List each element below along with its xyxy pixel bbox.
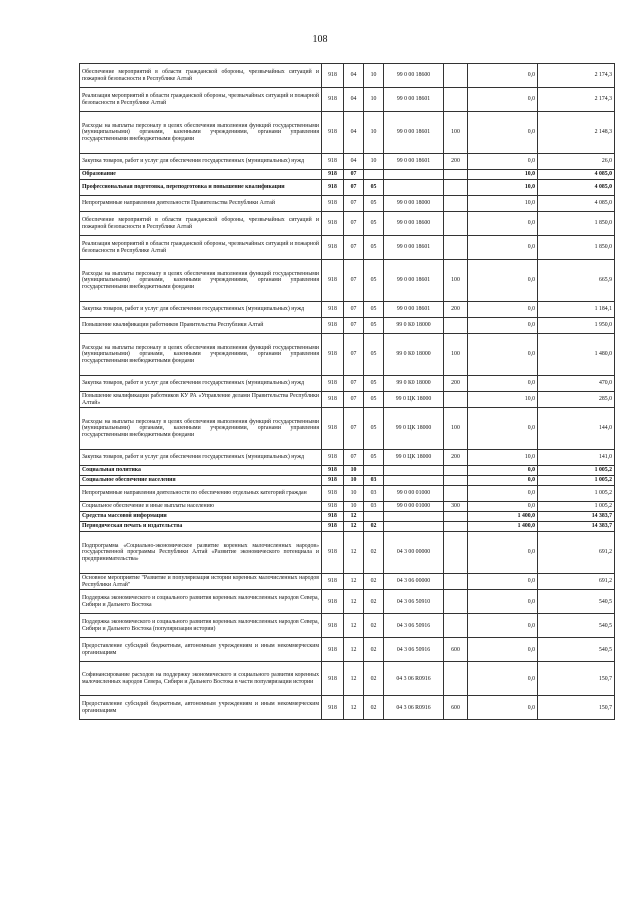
row-subsection-code: 05 xyxy=(364,260,384,302)
row-amount-1: 0,0 xyxy=(468,88,538,112)
row-target-code: 99 0 00 01000 xyxy=(384,486,444,502)
row-expense-type-code: 200 xyxy=(444,302,468,318)
row-ved-code: 918 xyxy=(322,334,344,376)
row-subsection-code: 10 xyxy=(364,112,384,154)
row-amount-2: 1 850,0 xyxy=(538,236,615,260)
row-section-code: 07 xyxy=(344,260,364,302)
row-section-code: 04 xyxy=(344,112,364,154)
row-amount-1: 0,0 xyxy=(468,64,538,88)
row-name: Расходы на выплаты персоналу в целях обеспечения выполнения функций государственными (муниципальными) органами, казенными учреждениями, органами управления государственными внебюджетными фондами xyxy=(80,112,322,154)
row-ved-code: 918 xyxy=(322,302,344,318)
row-name: Непрограммные направления деятельности Правительства Республики Алтай xyxy=(80,196,322,212)
row-amount-2: 1 950,0 xyxy=(538,318,615,334)
row-amount-1: 0,0 xyxy=(468,408,538,450)
row-amount-1: 10,0 xyxy=(468,450,538,466)
row-target-code: 99 0 00 18600 xyxy=(384,64,444,88)
row-ved-code: 918 xyxy=(322,170,344,180)
row-subsection-code: 05 xyxy=(364,196,384,212)
row-target-code: 99 0 00 18601 xyxy=(384,112,444,154)
row-ved-code: 918 xyxy=(322,522,344,532)
row-amount-1: 0,0 xyxy=(468,260,538,302)
row-name: Повышение квалификации работников КУ РА «Управление делами Правительства Республики Алтай» xyxy=(80,392,322,408)
row-ved-code: 918 xyxy=(322,638,344,662)
table-row xyxy=(80,574,615,590)
row-section-code: 04 xyxy=(344,154,364,170)
table-row xyxy=(80,196,615,212)
row-section-code: 07 xyxy=(344,170,364,180)
row-amount-1: 0,0 xyxy=(468,112,538,154)
row-subsection-code: 05 xyxy=(364,318,384,334)
row-amount-2: 691,2 xyxy=(538,574,615,590)
row-subsection-code: 05 xyxy=(364,392,384,408)
row-name: Софинансирование расходов на поддержку экономического и социального развития коренных малочисленных народов Севера, Сибири и Дальнего Востока в части популяризации истории xyxy=(80,662,322,696)
row-amount-1: 10,0 xyxy=(468,180,538,196)
row-section-code: 07 xyxy=(344,408,364,450)
row-target-code xyxy=(384,170,444,180)
row-section-code: 04 xyxy=(344,64,364,88)
table-row xyxy=(80,318,615,334)
row-name: Социальное обеспечение и иные выплаты населению xyxy=(80,502,322,512)
row-section-code: 07 xyxy=(344,334,364,376)
row-target-code: 04 3 06 50910 xyxy=(384,590,444,614)
row-amount-2: 150,7 xyxy=(538,662,615,696)
row-name: Образование xyxy=(80,170,322,180)
row-name: Реализация мероприятий в области гражданской обороны, чрезвычайных ситуаций и пожарной безопасности в Республике Алтай xyxy=(80,236,322,260)
row-amount-1: 0,0 xyxy=(468,302,538,318)
row-ved-code: 918 xyxy=(322,64,344,88)
table-row xyxy=(80,334,615,376)
row-ved-code: 918 xyxy=(322,696,344,720)
row-amount-2: 285,0 xyxy=(538,392,615,408)
row-expense-type-code xyxy=(444,512,468,522)
row-subsection-code: 02 xyxy=(364,522,384,532)
table-row xyxy=(80,154,615,170)
row-expense-type-code: 100 xyxy=(444,112,468,154)
row-expense-type-code: 300 xyxy=(444,502,468,512)
row-ved-code: 918 xyxy=(322,88,344,112)
row-amount-2: 2 174,3 xyxy=(538,88,615,112)
row-target-code: 04 3 06 50916 xyxy=(384,638,444,662)
row-section-code: 07 xyxy=(344,318,364,334)
row-ved-code: 918 xyxy=(322,318,344,334)
row-ved-code: 918 xyxy=(322,154,344,170)
row-expense-type-code: 100 xyxy=(444,408,468,450)
row-expense-type-code xyxy=(444,574,468,590)
row-ved-code: 918 xyxy=(322,512,344,522)
row-amount-1: 0,0 xyxy=(468,486,538,502)
row-ved-code: 918 xyxy=(322,532,344,574)
row-ved-code: 918 xyxy=(322,502,344,512)
row-amount-2: 540,5 xyxy=(538,638,615,662)
row-expense-type-code xyxy=(444,180,468,196)
row-amount-1: 0,0 xyxy=(468,574,538,590)
row-target-code: 04 3 06 50916 xyxy=(384,614,444,638)
row-subsection-code: 05 xyxy=(364,408,384,450)
table-row xyxy=(80,638,615,662)
row-amount-1: 10,0 xyxy=(468,170,538,180)
row-amount-1: 0,0 xyxy=(468,212,538,236)
row-section-code: 07 xyxy=(344,212,364,236)
row-amount-2: 665,9 xyxy=(538,260,615,302)
row-expense-type-code xyxy=(444,212,468,236)
row-target-code: 99 0 К0 18000 xyxy=(384,376,444,392)
row-expense-type-code xyxy=(444,662,468,696)
row-name: Основное мероприятие "Развитие и популяризация истории коренных малочисленных народов Республики Алтай" xyxy=(80,574,322,590)
row-expense-type-code xyxy=(444,532,468,574)
row-amount-2: 1 005,2 xyxy=(538,476,615,486)
row-section-code: 12 xyxy=(344,512,364,522)
row-amount-1: 0,0 xyxy=(468,502,538,512)
row-amount-2: 470,0 xyxy=(538,376,615,392)
row-section-code: 10 xyxy=(344,466,364,476)
row-amount-2: 14 383,7 xyxy=(538,522,615,532)
row-target-code xyxy=(384,180,444,196)
row-expense-type-code xyxy=(444,522,468,532)
row-name: Периодическая печать и издательства xyxy=(80,522,322,532)
row-section-code: 12 xyxy=(344,532,364,574)
row-ved-code: 918 xyxy=(322,112,344,154)
row-name: Расходы на выплаты персоналу в целях обеспечения выполнения функций государственными (муниципальными) органами, казенными учреждениями, органами управления государственными внебюджетными фондами xyxy=(80,408,322,450)
row-subsection-code: 05 xyxy=(364,450,384,466)
row-expense-type-code xyxy=(444,170,468,180)
row-expense-type-code: 600 xyxy=(444,696,468,720)
row-target-code: 99 0 00 18601 xyxy=(384,88,444,112)
row-amount-1: 10,0 xyxy=(468,196,538,212)
row-expense-type-code: 600 xyxy=(444,638,468,662)
row-expense-type-code xyxy=(444,318,468,334)
table-row xyxy=(80,408,615,450)
row-name: Закупка товаров, работ и услуг для обеспечения государственных (муниципальных) нужд xyxy=(80,154,322,170)
row-expense-type-code: 200 xyxy=(444,154,468,170)
row-ved-code: 918 xyxy=(322,392,344,408)
row-amount-2: 150,7 xyxy=(538,696,615,720)
row-amount-1: 1 400,0 xyxy=(468,512,538,522)
row-amount-1: 1 400,0 xyxy=(468,522,538,532)
page-number: 108 xyxy=(312,34,328,45)
table-row xyxy=(80,450,615,466)
row-target-code: 04 3 06 R0916 xyxy=(384,696,444,720)
row-name: Повышение квалификации работников Правительства Республики Алтай xyxy=(80,318,322,334)
table-row xyxy=(80,88,615,112)
row-amount-2: 141,0 xyxy=(538,450,615,466)
row-subsection-code: 05 xyxy=(364,212,384,236)
row-section-code: 10 xyxy=(344,476,364,486)
table-row xyxy=(80,376,615,392)
row-subsection-code: 02 xyxy=(364,532,384,574)
row-amount-2: 26,0 xyxy=(538,154,615,170)
row-amount-1: 0,0 xyxy=(468,662,538,696)
row-subsection-code: 10 xyxy=(364,88,384,112)
budget-table xyxy=(79,63,615,720)
row-name: Поддержка экономического и социального развития коренных малочисленных народов Севера, Сибири и Дальнего Востока xyxy=(80,590,322,614)
row-subsection-code: 03 xyxy=(364,486,384,502)
row-expense-type-code: 200 xyxy=(444,376,468,392)
row-target-code: 99 0 00 18601 xyxy=(384,260,444,302)
row-ved-code: 918 xyxy=(322,260,344,302)
row-ved-code: 918 xyxy=(322,196,344,212)
row-name: Реализация мероприятий в области гражданской обороны, чрезвычайных ситуаций и пожарной безопасности в Республике Алтай xyxy=(80,88,322,112)
row-subsection-code: 02 xyxy=(364,638,384,662)
row-expense-type-code xyxy=(444,64,468,88)
row-target-code: 99 0 00 18601 xyxy=(384,154,444,170)
table-row xyxy=(80,170,615,180)
row-subsection-code: 10 xyxy=(364,154,384,170)
row-section-code: 04 xyxy=(344,88,364,112)
row-subsection-code xyxy=(364,170,384,180)
row-ved-code: 918 xyxy=(322,212,344,236)
row-expense-type-code xyxy=(444,236,468,260)
row-ved-code: 918 xyxy=(322,450,344,466)
table-row xyxy=(80,486,615,502)
row-name: Поддержка экономического и социального развития коренных малочисленных народов Севера, Сибири и Дальнего Востока (популяризация истории) xyxy=(80,614,322,638)
row-subsection-code: 05 xyxy=(364,180,384,196)
row-ved-code: 918 xyxy=(322,236,344,260)
row-amount-2: 4 085,0 xyxy=(538,170,615,180)
table-row xyxy=(80,522,615,532)
row-section-code: 07 xyxy=(344,196,364,212)
row-target-code: 99 0 00 18601 xyxy=(384,236,444,260)
row-name: Обеспечение мероприятий в области гражданской обороны, чрезвычайных ситуаций и пожарной безопасности в Республике Алтай xyxy=(80,64,322,88)
row-section-code: 07 xyxy=(344,450,364,466)
row-expense-type-code xyxy=(444,466,468,476)
row-section-code: 07 xyxy=(344,236,364,260)
row-subsection-code: 02 xyxy=(364,696,384,720)
table-row xyxy=(80,662,615,696)
row-section-code: 07 xyxy=(344,302,364,318)
row-subsection-code: 10 xyxy=(364,64,384,88)
row-ved-code: 918 xyxy=(322,574,344,590)
row-subsection-code: 02 xyxy=(364,662,384,696)
row-subsection-code: 05 xyxy=(364,236,384,260)
row-expense-type-code xyxy=(444,486,468,502)
row-amount-2: 1 005,2 xyxy=(538,486,615,502)
row-amount-1: 0,0 xyxy=(468,318,538,334)
row-name: Предоставление субсидий бюджетным, автономным учреждениям и иным некоммерческим организациям xyxy=(80,696,322,720)
row-expense-type-code: 100 xyxy=(444,260,468,302)
row-ved-code: 918 xyxy=(322,466,344,476)
table-row xyxy=(80,476,615,486)
table-row xyxy=(80,614,615,638)
row-target-code: 99 0 ЦК 18000 xyxy=(384,450,444,466)
row-target-code: 99 0 ЦК 18000 xyxy=(384,392,444,408)
row-expense-type-code: 100 xyxy=(444,334,468,376)
row-name: Предоставление субсидий бюджетным, автономным учреждениям и иным некоммерческим организациям xyxy=(80,638,322,662)
row-subsection-code: 02 xyxy=(364,574,384,590)
row-expense-type-code xyxy=(444,88,468,112)
table-row xyxy=(80,590,615,614)
row-ved-code: 918 xyxy=(322,662,344,696)
row-ved-code: 918 xyxy=(322,376,344,392)
row-name: Профессиональная подготовка, переподготовка и повышение квалификации xyxy=(80,180,322,196)
row-amount-2: 4 085,0 xyxy=(538,196,615,212)
table-row xyxy=(80,532,615,574)
row-target-code xyxy=(384,466,444,476)
row-name: Непрограммные направления деятельности по обеспечению отдельных категорий граждан xyxy=(80,486,322,502)
row-target-code: 99 0 00 01000 xyxy=(384,502,444,512)
row-amount-1: 0,0 xyxy=(468,696,538,720)
row-amount-2: 1 005,2 xyxy=(538,466,615,476)
table-row xyxy=(80,236,615,260)
row-section-code: 07 xyxy=(344,392,364,408)
row-section-code: 07 xyxy=(344,180,364,196)
row-amount-2: 1 850,0 xyxy=(538,212,615,236)
row-amount-1: 0,0 xyxy=(468,476,538,486)
row-name: Обеспечение мероприятий в области гражданской обороны, чрезвычайных ситуаций и пожарной безопасности в Республике Алтай xyxy=(80,212,322,236)
row-amount-2: 1 184,1 xyxy=(538,302,615,318)
row-target-code: 99 0 00 18600 xyxy=(384,212,444,236)
table-row xyxy=(80,302,615,318)
row-subsection-code: 02 xyxy=(364,590,384,614)
row-section-code: 12 xyxy=(344,574,364,590)
row-subsection-code: 03 xyxy=(364,476,384,486)
row-name: Закупка товаров, работ и услуг для обеспечения государственных (муниципальных) нужд xyxy=(80,302,322,318)
table-row xyxy=(80,512,615,522)
row-ved-code: 918 xyxy=(322,180,344,196)
row-target-code: 04 3 06 R0916 xyxy=(384,662,444,696)
row-expense-type-code xyxy=(444,614,468,638)
row-amount-1: 0,0 xyxy=(468,334,538,376)
row-amount-1: 0,0 xyxy=(468,532,538,574)
row-name: Средства массовой информации xyxy=(80,512,322,522)
row-target-code xyxy=(384,512,444,522)
row-subsection-code: 05 xyxy=(364,376,384,392)
row-section-code: 07 xyxy=(344,376,364,392)
row-section-code: 12 xyxy=(344,522,364,532)
row-amount-2: 540,5 xyxy=(538,590,615,614)
row-amount-1: 0,0 xyxy=(468,638,538,662)
row-target-code: 99 0 00 18601 xyxy=(384,302,444,318)
table-row xyxy=(80,392,615,408)
row-ved-code: 918 xyxy=(322,486,344,502)
row-target-code: 99 0 ЦК 18000 xyxy=(384,408,444,450)
row-target-code: 99 0 К0 18000 xyxy=(384,318,444,334)
row-target-code xyxy=(384,522,444,532)
row-amount-2: 1 005,2 xyxy=(538,502,615,512)
row-target-code: 04 3 00 00000 xyxy=(384,532,444,574)
row-ved-code: 918 xyxy=(322,590,344,614)
row-name: Подпрограмма «Социально-экономическое развитие коренных малочисленных народов» государственной программы Республики Алтай «Развитие экономического потенциала и предпринимательства» xyxy=(80,532,322,574)
row-amount-1: 0,0 xyxy=(468,376,538,392)
row-amount-1: 0,0 xyxy=(468,466,538,476)
row-section-code: 12 xyxy=(344,590,364,614)
row-amount-2: 1 480,0 xyxy=(538,334,615,376)
row-section-code: 10 xyxy=(344,486,364,502)
row-name: Расходы на выплаты персоналу в целях обеспечения выполнения функций государственными (муниципальными) органами, казенными учреждениями, органами управления государственными внебюджетными фондами xyxy=(80,260,322,302)
row-subsection-code: 05 xyxy=(364,334,384,376)
row-target-code: 99 0 К0 18000 xyxy=(384,334,444,376)
table-row xyxy=(80,180,615,196)
table-row xyxy=(80,466,615,476)
row-amount-2: 2 174,3 xyxy=(538,64,615,88)
row-amount-1: 0,0 xyxy=(468,590,538,614)
row-name: Закупка товаров, работ и услуг для обеспечения государственных (муниципальных) нужд xyxy=(80,376,322,392)
table-row xyxy=(80,696,615,720)
row-ved-code: 918 xyxy=(322,476,344,486)
table-row xyxy=(80,64,615,88)
row-amount-2: 14 383,7 xyxy=(538,512,615,522)
row-expense-type-code xyxy=(444,392,468,408)
row-subsection-code: 03 xyxy=(364,502,384,512)
table-row xyxy=(80,112,615,154)
row-subsection-code xyxy=(364,466,384,476)
row-amount-1: 0,0 xyxy=(468,614,538,638)
row-subsection-code: 02 xyxy=(364,614,384,638)
row-name: Расходы на выплаты персоналу в целях обеспечения выполнения функций государственными (муниципальными) органами, казенными учреждениями, органами управления государственными внебюджетными фондами xyxy=(80,334,322,376)
row-amount-2: 540,5 xyxy=(538,614,615,638)
row-amount-1: 0,0 xyxy=(468,236,538,260)
row-section-code: 12 xyxy=(344,614,364,638)
row-name: Социальная политика xyxy=(80,466,322,476)
row-amount-1: 10,0 xyxy=(468,392,538,408)
row-expense-type-code xyxy=(444,476,468,486)
row-amount-1: 0,0 xyxy=(468,154,538,170)
row-name: Закупка товаров, работ и услуг для обеспечения государственных (муниципальных) нужд xyxy=(80,450,322,466)
row-subsection-code: 05 xyxy=(364,302,384,318)
row-name: Социальное обеспечение населения xyxy=(80,476,322,486)
row-section-code: 12 xyxy=(344,696,364,720)
row-amount-2: 4 085,0 xyxy=(538,180,615,196)
row-amount-2: 691,2 xyxy=(538,532,615,574)
row-section-code: 12 xyxy=(344,638,364,662)
row-ved-code: 918 xyxy=(322,408,344,450)
row-subsection-code xyxy=(364,512,384,522)
row-expense-type-code xyxy=(444,196,468,212)
row-expense-type-code xyxy=(444,590,468,614)
row-target-code xyxy=(384,476,444,486)
row-target-code: 99 0 00 18000 xyxy=(384,196,444,212)
table-row xyxy=(80,260,615,302)
table-row xyxy=(80,502,615,512)
row-target-code: 04 3 06 00000 xyxy=(384,574,444,590)
row-section-code: 12 xyxy=(344,662,364,696)
row-expense-type-code: 200 xyxy=(444,450,468,466)
row-section-code: 10 xyxy=(344,502,364,512)
table-row xyxy=(80,212,615,236)
row-amount-2: 144,0 xyxy=(538,408,615,450)
row-ved-code: 918 xyxy=(322,614,344,638)
row-amount-2: 2 148,3 xyxy=(538,112,615,154)
